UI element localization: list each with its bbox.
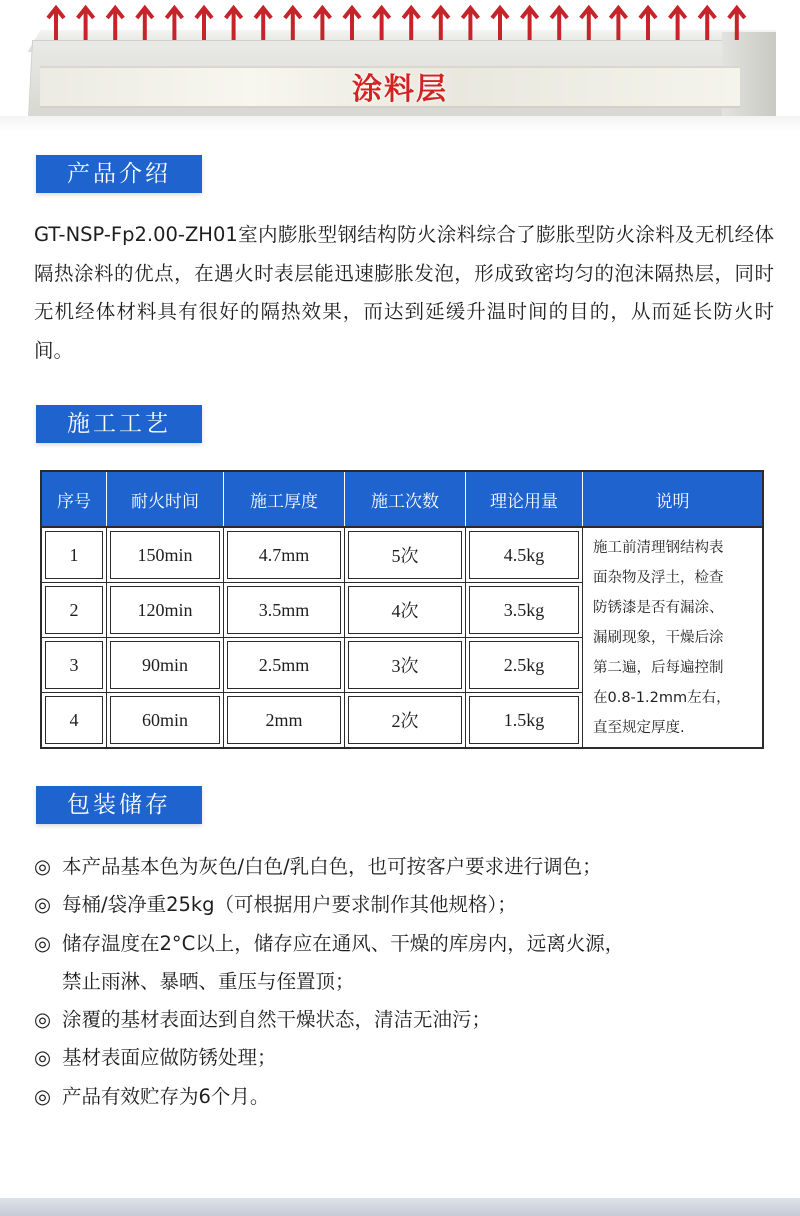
arrow-up-icon — [344, 8, 360, 40]
hero-shade — [0, 116, 800, 132]
cell-coats: 3次 — [345, 638, 466, 693]
cell-index: 3 — [41, 638, 107, 693]
note-line: 漏刷现象，干燥后涂 — [593, 629, 724, 646]
arrow-up-icon — [462, 8, 478, 40]
arrow-up-icon — [196, 8, 212, 40]
cell-fire-time: 120min — [107, 583, 224, 638]
list-item-text: 储存温度在2°C以上，储存应在通风、干燥的库房内，远离火源， — [62, 931, 625, 955]
cell-thickness: 2mm — [224, 693, 345, 749]
section-title-intro: 产品介绍 — [36, 155, 202, 193]
list-item-continuation — [34, 963, 774, 1001]
arrow-up-icon — [522, 8, 538, 40]
list-item-text: 本产品基本色为灰色/白色/乳白色，也可按客户要求进行调色； — [62, 855, 602, 878]
cell-note — [583, 527, 764, 748]
coating-layer-label: 涂料层 — [352, 72, 448, 107]
bullet-icon: ◎ — [34, 1084, 52, 1108]
arrow-up-icon — [729, 8, 745, 40]
list-item — [34, 848, 774, 886]
process-table — [40, 470, 764, 749]
bullet-icon: ◎ — [34, 931, 52, 955]
arrow-up-icon — [670, 8, 686, 40]
list-item — [34, 1078, 774, 1116]
bullet-icon: ◎ — [34, 1008, 52, 1032]
arrow-up-icon — [255, 8, 271, 40]
arrow-up-icon — [581, 8, 597, 40]
arrow-up-icon — [433, 8, 449, 40]
note-line: 直至规定厚度. — [593, 719, 685, 736]
list-item-text: 每桶/袋净重25kg（可根据用户要求制作其他规格）； — [62, 893, 517, 917]
list-item — [34, 1039, 774, 1077]
section-title-process: 施工工艺 — [36, 405, 202, 443]
footer-bar — [0, 1198, 800, 1216]
arrow-up-icon — [492, 8, 508, 40]
arrow-up-icon — [285, 8, 301, 40]
arrow-up-icon — [226, 8, 242, 40]
cell-fire-time: 60min — [107, 693, 224, 749]
cell-thickness: 3.5mm — [224, 583, 345, 638]
list-item-text: 产品有效贮存为6个月。 — [62, 1084, 270, 1108]
note-line: 在0.8-1.2mm左右， — [593, 689, 731, 706]
note-line: 第二遍，后每遍控制 — [593, 659, 724, 676]
arrow-up-icon — [107, 8, 123, 40]
note-line: 面杂物及浮土，检查 — [593, 569, 724, 586]
package-list — [34, 848, 774, 1116]
cell-coats: 2次 — [345, 693, 466, 749]
cell-index: 4 — [41, 693, 107, 749]
list-item-text: 禁止雨淋、暴晒、重压与侄置顶； — [62, 969, 355, 993]
list-item-text: 基材表面应做防锈处理； — [62, 1046, 277, 1070]
col-header-fire-time: 耐火时间 — [107, 471, 224, 527]
cell-usage: 2.5kg — [466, 638, 583, 693]
list-item-text: 涂覆的基材表面达到自然干燥状态，清洁无油污； — [62, 1008, 492, 1032]
cell-index: 1 — [41, 527, 107, 583]
col-header-coats: 施工次数 — [345, 471, 466, 527]
cell-thickness: 2.5mm — [224, 638, 345, 693]
table-header-row — [41, 471, 763, 527]
note-line: 防锈漆是否有漏涂、 — [593, 599, 724, 616]
arrow-up-icon — [166, 8, 182, 40]
cell-fire-time: 150min — [107, 527, 224, 583]
arrow-up-icon — [78, 8, 94, 40]
cell-coats: 5次 — [345, 527, 466, 583]
cell-index: 2 — [41, 583, 107, 638]
col-header-thickness: 施工厚度 — [224, 471, 345, 527]
list-item — [34, 886, 774, 924]
cell-usage: 3.5kg — [466, 583, 583, 638]
col-header-index: 序号 — [41, 471, 107, 527]
arrow-up-icon — [610, 8, 626, 40]
section-title-package: 包装储存 — [36, 786, 202, 824]
coating-layer-illustration — [0, 0, 800, 132]
list-item — [34, 1001, 774, 1039]
intro-paragraph: GT-NSP-Fp2.00-ZH01室内膨胀型钢结构防火涂料综合了膨胀型防火涂料及无机经体隔热涂料的优点，在遇火时表层能迅速膨胀发泡，形成致密均匀的泡沫隔热层，同时无机经体材料具有很好的隔热效果，而达到延缓升温时间的目的，从而延长防火时间。 — [34, 223, 774, 362]
arrow-up-icon — [403, 8, 419, 40]
col-header-usage: 理论用量 — [466, 471, 583, 527]
list-item — [34, 925, 774, 963]
arrow-up-icon — [551, 8, 567, 40]
arrow-up-icon — [699, 8, 715, 40]
cell-usage: 4.5kg — [466, 527, 583, 583]
cell-coats: 4次 — [345, 583, 466, 638]
col-header-note: 说明 — [583, 471, 764, 527]
arrow-up-icon — [314, 8, 330, 40]
arrow-up-icon — [137, 8, 153, 40]
cell-fire-time: 90min — [107, 638, 224, 693]
note-line: 施工前清理钢结构表 — [593, 539, 724, 556]
cell-thickness: 4.7mm — [224, 527, 345, 583]
arrow-up-icon — [640, 8, 656, 40]
bullet-icon: ◎ — [34, 855, 52, 878]
arrow-up-icon — [48, 8, 64, 40]
bullet-icon: ◎ — [34, 1046, 52, 1070]
bullet-icon: ◎ — [34, 893, 52, 917]
arrow-up-icon — [374, 8, 390, 40]
cell-usage: 1.5kg — [466, 693, 583, 749]
heat-arrows — [40, 0, 780, 48]
table-row — [41, 527, 763, 583]
